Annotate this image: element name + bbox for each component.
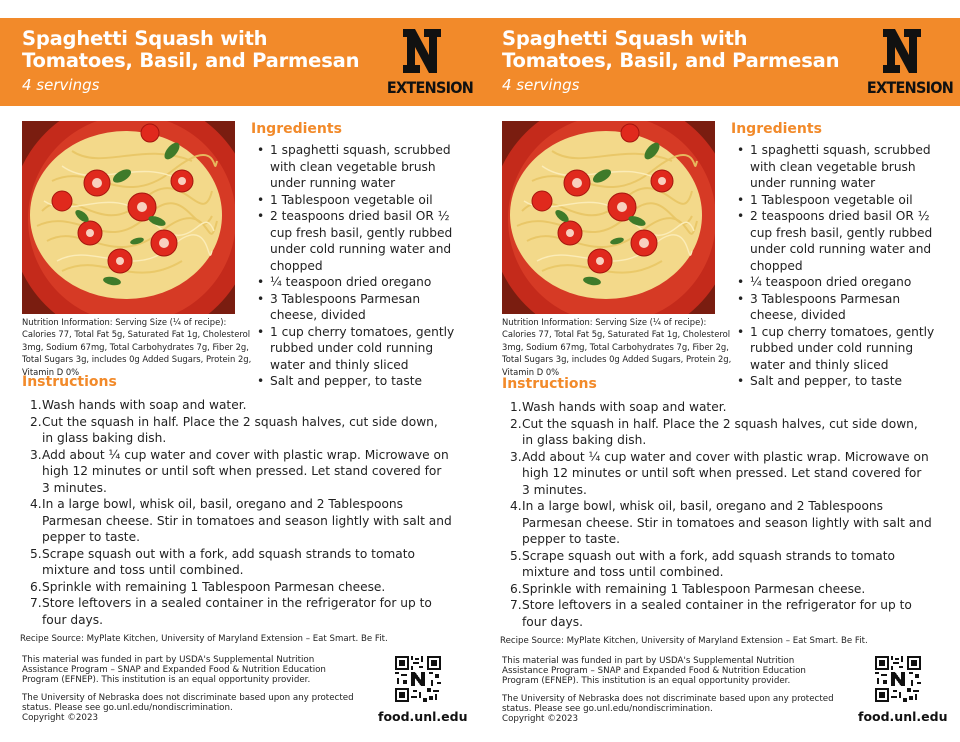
- servings: 4 servings: [502, 76, 580, 94]
- step-number: 6.: [510, 581, 522, 596]
- nebraska-extension-logo: [863, 26, 954, 98]
- step-number: 2.: [510, 416, 522, 431]
- ingredient-item: • 3 Tablespoons Parmesan cheese, divided: [731, 291, 943, 324]
- step-number: 1.: [510, 400, 522, 414]
- servings: 4 servings: [22, 76, 100, 94]
- step-number: 3.: [30, 447, 42, 462]
- instructions-list: [22, 397, 452, 628]
- step-text: Scrape squash out with a fork, add squash strands to tomato mixture and toss until combined.: [522, 548, 895, 579]
- ingredients-list: [731, 142, 943, 390]
- ingredient-item: • 1 cup cherry tomatoes, gently rubbed under cold running water and thinly sliced: [731, 324, 943, 374]
- ingredient-item: • Salt and pepper, to taste: [731, 373, 943, 390]
- title-line-2: Tomatoes, Basil, and Parmesan: [502, 49, 840, 72]
- step-text: In a large bowl, whisk oil, basil, oregano and 2 Tablespoons Parmesan cheese. Stir in tomatoes and season lightly with salt and pepper to taste.: [522, 499, 932, 546]
- nondiscrimination-text: The University of Nebraska does not discriminate based upon any protected status. Please see go.unl.edu/nondiscrimination.: [502, 694, 834, 715]
- instruction-step: [22, 397, 452, 414]
- step-number: 4.: [30, 497, 42, 511]
- qr-code-icon[interactable]: [395, 656, 441, 702]
- step-text: Cut the squash in half. Place the 2 squash halves, cut side down, in glass baking dish.: [522, 416, 918, 447]
- title-line-1: Spaghetti Squash with: [22, 27, 268, 50]
- step-number: 7.: [510, 598, 522, 612]
- nebraska-n-icon: [882, 28, 922, 74]
- instruction-step: [502, 498, 932, 548]
- instruction-step: [502, 449, 932, 499]
- instruction-step: [22, 546, 452, 579]
- instruction-step: [502, 416, 932, 449]
- instruction-step: [502, 548, 932, 581]
- instruction-step: [502, 597, 932, 630]
- copyright: Copyright ©2023: [502, 714, 579, 725]
- ingredient-item: • 1 Tablespoon vegetable oil: [251, 192, 463, 209]
- step-text: Wash hands with soap and water.: [42, 398, 247, 412]
- recipe-card-right: [480, 0, 960, 742]
- funding-statement: This material was funded in part by USDA's Supplemental Nutrition Assistance Program – SNAP and Expanded Food & Nutrition Education Program (EFNEP). This institution is an equal opportunity provider.: [22, 655, 326, 686]
- qr-code-icon[interactable]: [875, 656, 921, 702]
- nebraska-n-icon: [402, 28, 442, 74]
- step-number: 3.: [510, 449, 522, 464]
- title-banner: [0, 18, 480, 106]
- step-text: Store leftovers in a sealed container in the refrigerator for up to four days.: [522, 598, 912, 629]
- nondiscrimination-statement: [502, 694, 837, 725]
- recipe-title: [22, 28, 382, 72]
- recipe-source: Recipe Source: MyPlate Kitchen, University of Maryland Extension – Eat Smart. Be Fit.: [20, 634, 388, 644]
- instruction-step: [22, 447, 452, 497]
- step-text: Store leftovers in a sealed container in the refrigerator for up to four days.: [42, 596, 432, 627]
- ingredient-item: • ¼ teaspoon dried oregano: [731, 274, 943, 291]
- website-link[interactable]: food.unl.edu: [858, 709, 948, 724]
- title-banner: [480, 18, 960, 106]
- step-text: Sprinkle with remaining 1 Tablespoon Parmesan cheese.: [42, 579, 386, 594]
- ingredients-heading: Ingredients: [731, 121, 822, 137]
- nutrition-information: Nutrition Information: Serving Size (¼ of recipe): Calories 77, Total Fat 5g, Saturated Fat 1g, Cholesterol 3mg, Sodium 67mg, Total Carbohydrates 7g, Fiber 2g, Total Sugars 3g, includes 0g Added Sugars, Protein 2g, Vitamin D 0%: [22, 317, 252, 377]
- recipe-title: [502, 28, 862, 72]
- spaghetti-squash-photo: [22, 121, 235, 314]
- step-number: 7.: [30, 596, 42, 610]
- copyright: Copyright ©2023: [22, 713, 99, 724]
- step-number: 5.: [30, 546, 42, 561]
- ingredient-item: • 1 Tablespoon vegetable oil: [731, 192, 943, 209]
- website-link[interactable]: food.unl.edu: [378, 709, 468, 724]
- step-number: 4.: [510, 499, 522, 513]
- step-number: 1.: [30, 398, 42, 412]
- step-number: 2.: [30, 414, 42, 429]
- instruction-step: [22, 496, 452, 546]
- ingredient-item: • 1 spaghetti squash, scrubbed with clean vegetable brush under running water: [251, 142, 463, 192]
- nebraska-extension-logo: [383, 26, 474, 98]
- instruction-step: [22, 595, 452, 628]
- step-number: 5.: [510, 548, 522, 563]
- ingredient-item: • 3 Tablespoons Parmesan cheese, divided: [251, 291, 463, 324]
- nutrition-information: Nutrition Information: Serving Size (¼ of recipe): Calories 77, Total Fat 5g, Saturated Fat 1g, Cholesterol 3mg, Sodium 67mg, Total Carbohydrates 7g, Fiber 2g, Total Sugars 3g, includes 0g Added Sugars, Protein 2g, Vitamin D 0%: [502, 317, 732, 377]
- instructions-heading: Instructions: [502, 376, 597, 392]
- logo-text: EXTENSION: [386, 78, 474, 97]
- title-line-1: Spaghetti Squash with: [502, 27, 748, 50]
- step-text: In a large bowl, whisk oil, basil, oregano and 2 Tablespoons Parmesan cheese. Stir in tomatoes and season lightly with salt and pepper to taste.: [42, 497, 452, 544]
- ingredient-item: • ¼ teaspoon dried oregano: [251, 274, 463, 291]
- ingredient-item: • Salt and pepper, to taste: [251, 373, 463, 390]
- nondiscrimination-statement: [22, 693, 357, 724]
- step-text: Add about ¼ cup water and cover with plastic wrap. Microwave on high 12 minutes or until soft when pressed. Let stand covered for 3 minutes.: [42, 447, 449, 495]
- step-text: Wash hands with soap and water.: [522, 400, 727, 414]
- step-number: 6.: [30, 579, 42, 594]
- ingredient-item: • 1 spaghetti squash, scrubbed with clean vegetable brush under running water: [731, 142, 943, 192]
- nondiscrimination-text: The University of Nebraska does not discriminate based upon any protected status. Please see go.unl.edu/nondiscrimination.: [22, 693, 354, 714]
- ingredient-item: • 2 teaspoons dried basil OR ½ cup fresh basil, gently rubbed under cold running water and chopped: [731, 208, 943, 274]
- step-text: Add about ¼ cup water and cover with plastic wrap. Microwave on high 12 minutes or until soft when pressed. Let stand covered for 3 minutes.: [522, 449, 929, 497]
- title-line-2: Tomatoes, Basil, and Parmesan: [22, 49, 360, 72]
- recipe-source: Recipe Source: MyPlate Kitchen, University of Maryland Extension – Eat Smart. Be Fit.: [500, 636, 868, 646]
- instruction-step: [502, 399, 932, 416]
- instruction-step: [22, 414, 452, 447]
- instruction-step: [22, 579, 452, 596]
- funding-statement: This material was funded in part by USDA's Supplemental Nutrition Assistance Program – SNAP and Expanded Food & Nutrition Education Program (EFNEP). This institution is an equal opportunity provider.: [502, 656, 806, 687]
- instructions-list: [502, 399, 932, 630]
- step-text: Sprinkle with remaining 1 Tablespoon Parmesan cheese.: [522, 581, 866, 596]
- instruction-step: [502, 581, 932, 598]
- step-text: Scrape squash out with a fork, add squash strands to tomato mixture and toss until combined.: [42, 546, 415, 577]
- ingredients-heading: Ingredients: [251, 121, 342, 137]
- logo-text: EXTENSION: [866, 78, 954, 97]
- ingredient-item: • 2 teaspoons dried basil OR ½ cup fresh basil, gently rubbed under cold running water and chopped: [251, 208, 463, 274]
- ingredient-item: • 1 cup cherry tomatoes, gently rubbed under cold running water and thinly sliced: [251, 324, 463, 374]
- ingredients-list: [251, 142, 463, 390]
- spaghetti-squash-photo: [502, 121, 715, 314]
- step-text: Cut the squash in half. Place the 2 squash halves, cut side down, in glass baking dish.: [42, 414, 438, 445]
- instructions-heading: Instructions: [22, 374, 117, 390]
